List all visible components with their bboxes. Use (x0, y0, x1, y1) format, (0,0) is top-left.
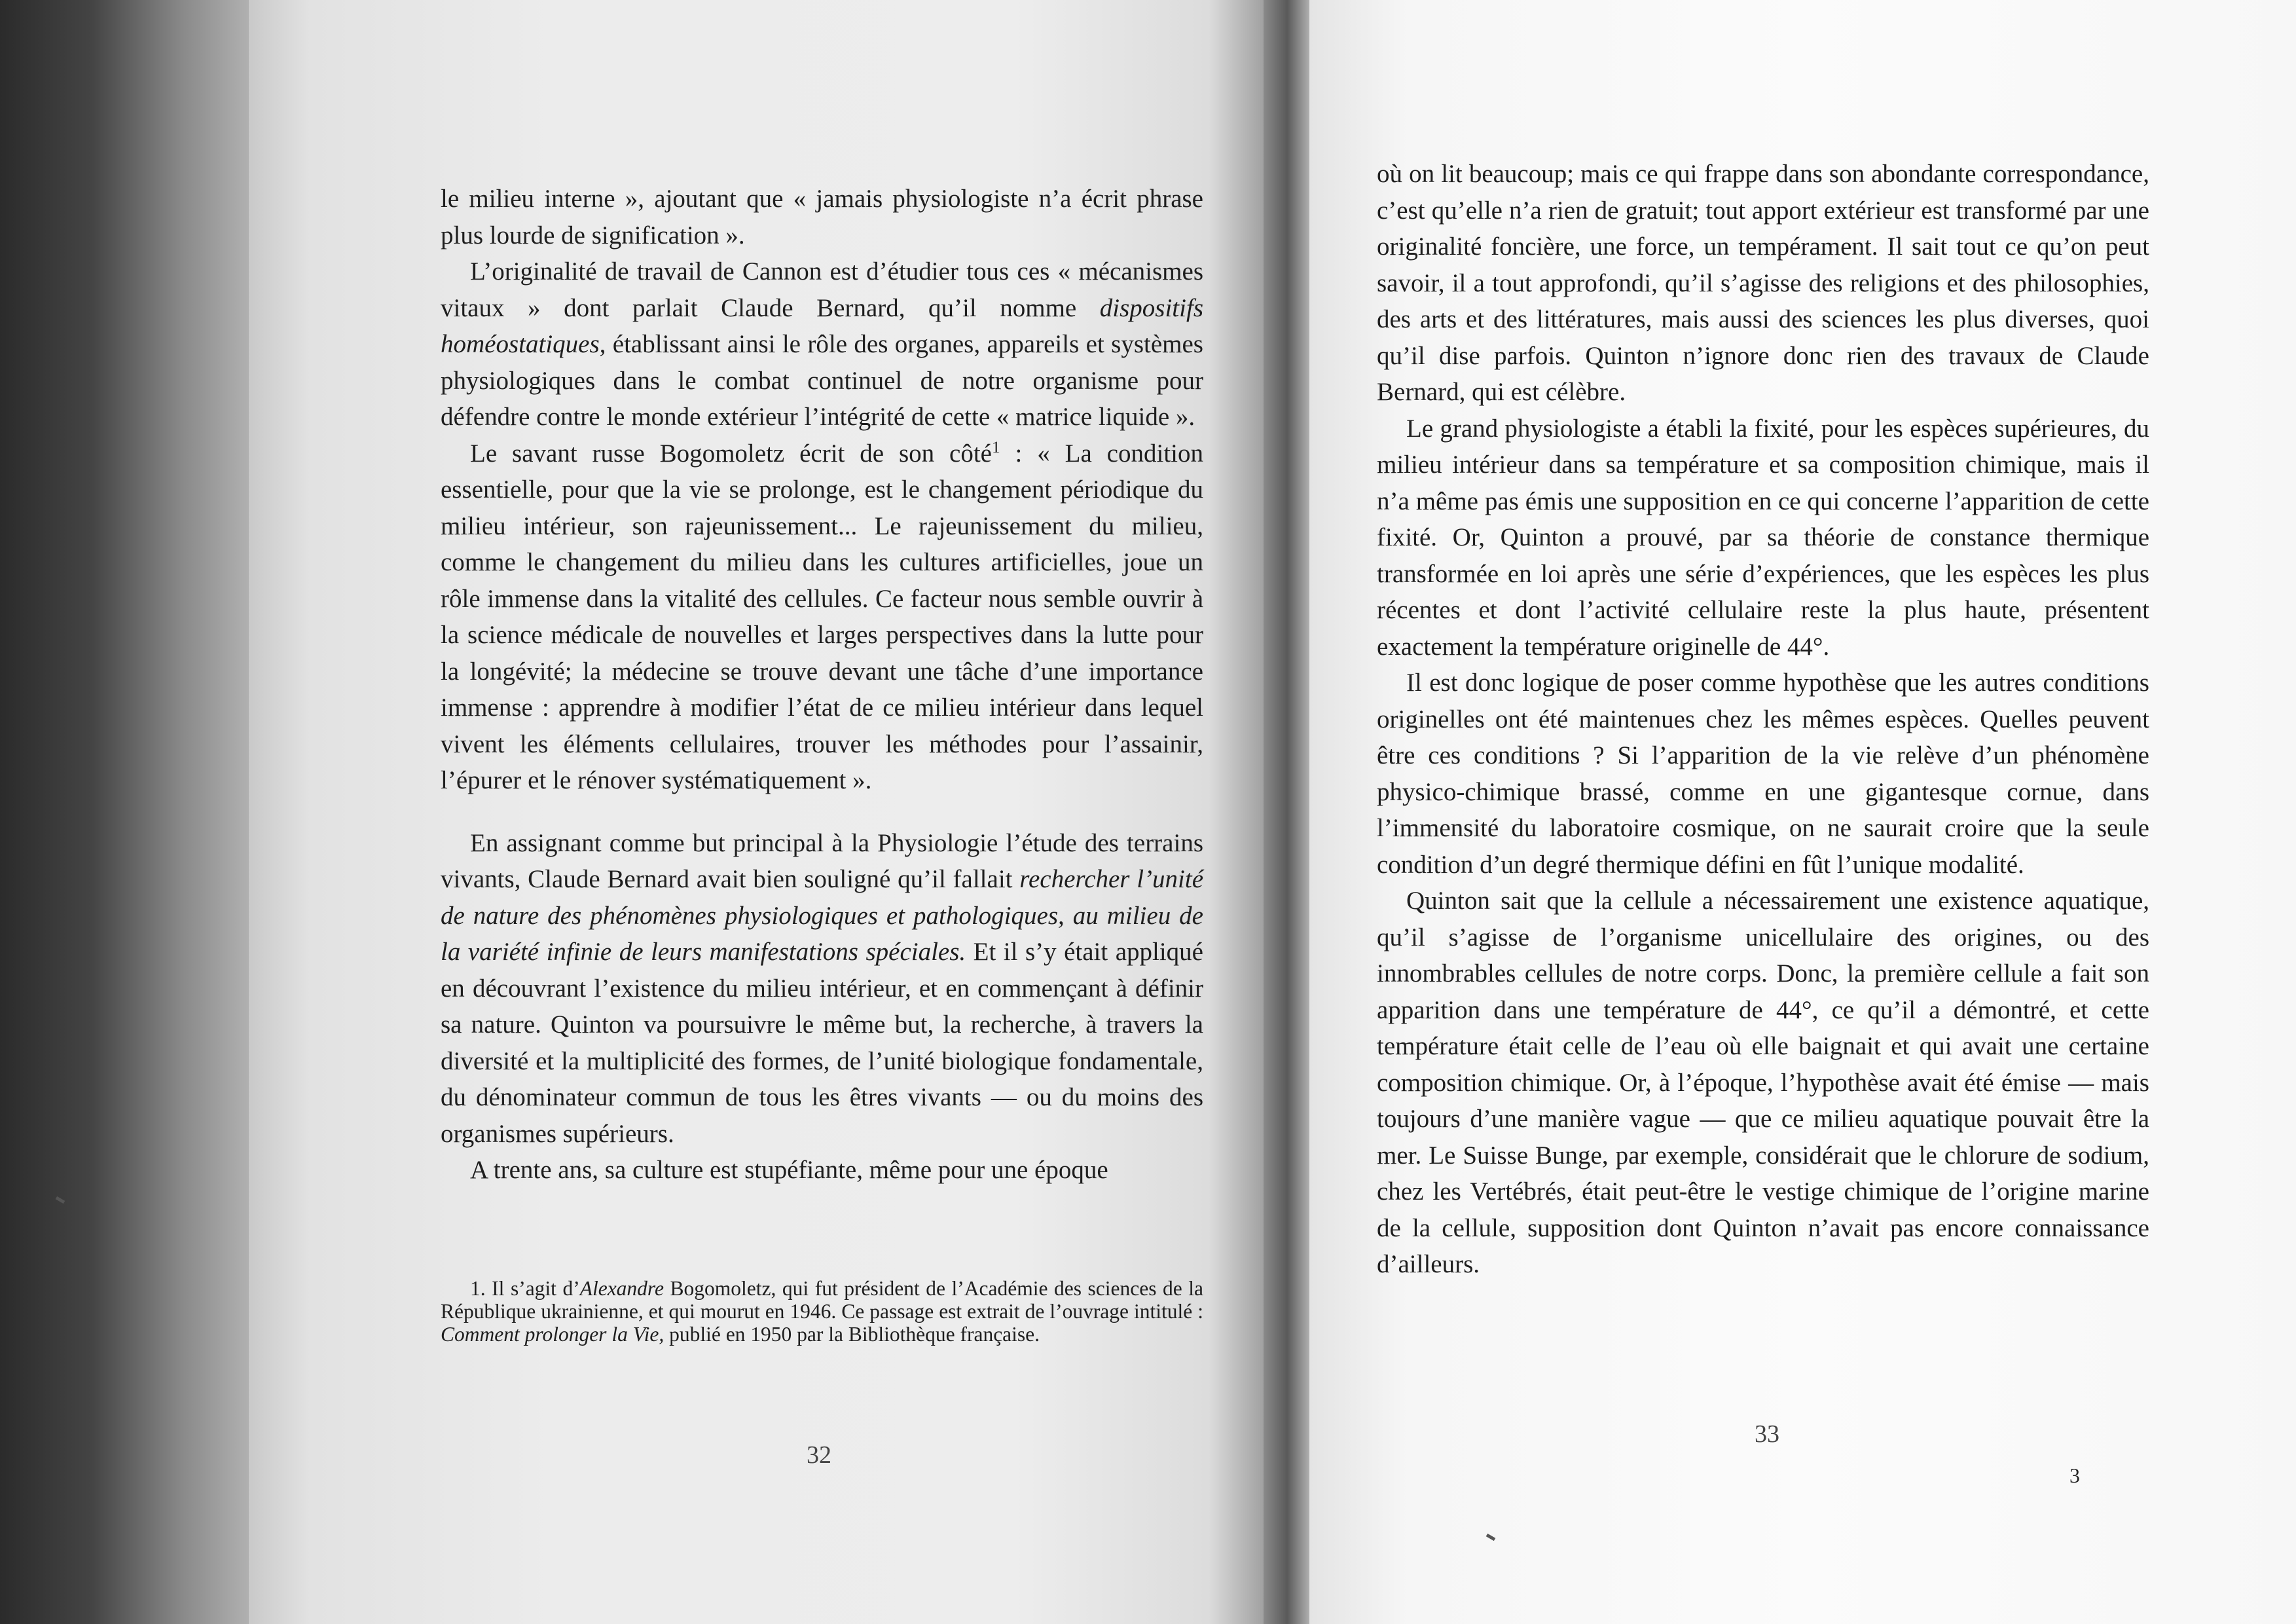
book-gutter (1264, 0, 1316, 1624)
paragraph: Le savant russe Bogomoletz écrit de son côté$^1$ : « La condition essentielle, pour que la vie se prolonge, est le changement périodique du milieu intérieur, son rajeunissement... Le rajeunissement du milieu, comme le changement du milieu dans les cultures artificielles, joue un rôle immense dans la vitalité des cellules. Ce facteur nous semble ouvrir à la science médicale de nouvelles et larges perspectives dans la lutte pour la longévité; la médecine se trouve devant une tâche d’une importance immense : apprendre à modifier l’état de ce milieu intérieur dans lequel vivent les éléments cellulaires, trouver les méthodes pour l’assainir, l’épurer et le rénover systématiquement ». (441, 437, 1203, 794)
page-number-left: 32 (807, 1441, 831, 1469)
paragraph: Il est donc logique de poser comme hypothèse que les autres conditions originelles ont été maintenues chez les mêmes espèces. Quelles peuvent être ces conditions ? Si l’apparition de la vie relève d’un phénomène physico-chimique brassé, comme en une gigantesque cornue, dans l’immensité du laboratoire cosmique, on ne saurait croire que la seule condition d’un degré thermique défini en fût l’unique modalité. (1377, 669, 2149, 879)
paragraph: où on lit beaucoup; mais ce qui frappe dans son abondante correspondance, c’est qu’elle n’a rien de gratuit; tout apport extérieur est transformé par une originalité foncière, une force, un tempérament. Il sait tout ce qu’on peut savoir, il a tout approfondi, qu’il s’agisse des religions et des philosophies, des arts et des littératures, mais aussi des sciences les plus diverses, quoi qu’il dise parfois. Quinton n’ignore donc rien des travaux de Claude Bernard, qui est célèbre. (1377, 160, 2149, 406)
footnote: 1. Il s’agit d’Alexandre Bogomoletz, qui fut président de l’Académie des sciences de la République ukrainienne, et qui mourut en 1946. Ce passage est extrait de l’ouvrage intitulé : Comment prolonger la Vie, publié en 1950 par la Bibliothèque française. (441, 1277, 1204, 1346)
sheet-number: 3 (2069, 1464, 2080, 1487)
paragraph: le milieu interne », ajoutant que « jamais physiologiste n’a écrit phrase plus lourde de signification ». (441, 185, 1203, 249)
right-page-body (1377, 156, 2149, 1283)
paragraph: En assignant comme but principal à la Physiologie l’étude des terrains vivants, Claude Bernard avait bien souligné qu’il fallait rechercher l’unité de nature des phénomènes physiologiques et pathologiques, au milieu de la variété infinie de leurs manifestations spéciales. Et il s’y était appliqué en découvrant l’existence du milieu intérieur, et en commençant à définir sa nature. Quinton va poursuivre le même but, la recherche, à travers la diversité et la multiplicité des formes, de l’unité biologique fondamentale, du dénominateur commun de tous les êtres vivants — ou du moins des organismes supérieurs. (441, 828, 1203, 1148)
scan-margin (0, 0, 262, 1624)
footnote-ref: 1 (991, 437, 1000, 456)
left-page-body (441, 181, 1203, 1189)
paragraph: Quinton sait que la cellule a nécessairement une existence aquatique, qu’il s’agisse de l’organisme unicellulaire des origines, ou des innombrables cellules de notre corps. Donc, la première cellule a fait son apparition dans une température de 44°, ce qu’il a démontré, et cette température était celle de l’eau où elle baignait et qui avait une certaine composition chimique. Or, à l’époque, l’hypothèse avait été émise — mais toujours d’une manière vague — que ce milieu aquatique pouvait être la mer. Le Suisse Bunge, par exemple, considérait que le chlorure de sodium, chez les Vertébrés, était peut-être le vestige chimique de l’origine marine de la cellule, supposition dont Quinton n’avait pas encore connaissance d’ailleurs. (1377, 887, 2149, 1278)
page-number-right: 33 (1755, 1420, 1779, 1448)
paragraph: A trente ans, sa culture est stupéfiante, même pour une époque (470, 1156, 1108, 1184)
paragraph: L’originalité de travail de Cannon est d’étudier tous ces « mécanismes vitaux » dont parlait Claude Bernard, qu’il nomme dispositifs homéostatiques, établissant ainsi le rôle des organes, appareils et systèmes physiologiques dans le combat continuel de notre organisme pour défendre contre le monde extérieur l’intégrité de cette « matrice liquide ». (441, 257, 1203, 431)
paragraph: Le grand physiologiste a établi la fixité, pour les espèces supérieures, du milieu intérieur dans sa température et sa composition chimique, mais il n’a même pas émis une supposition en ce qui concerne l’apparition de cette fixité. Or, Quinton a prouvé, par sa théorie de constance thermique transformée en loi après une série d’expériences, que les espèces les plus récentes et dont l’activité cellulaire reste la plus haute, présentent exactement la température originelle de 44°. (1377, 414, 2149, 661)
